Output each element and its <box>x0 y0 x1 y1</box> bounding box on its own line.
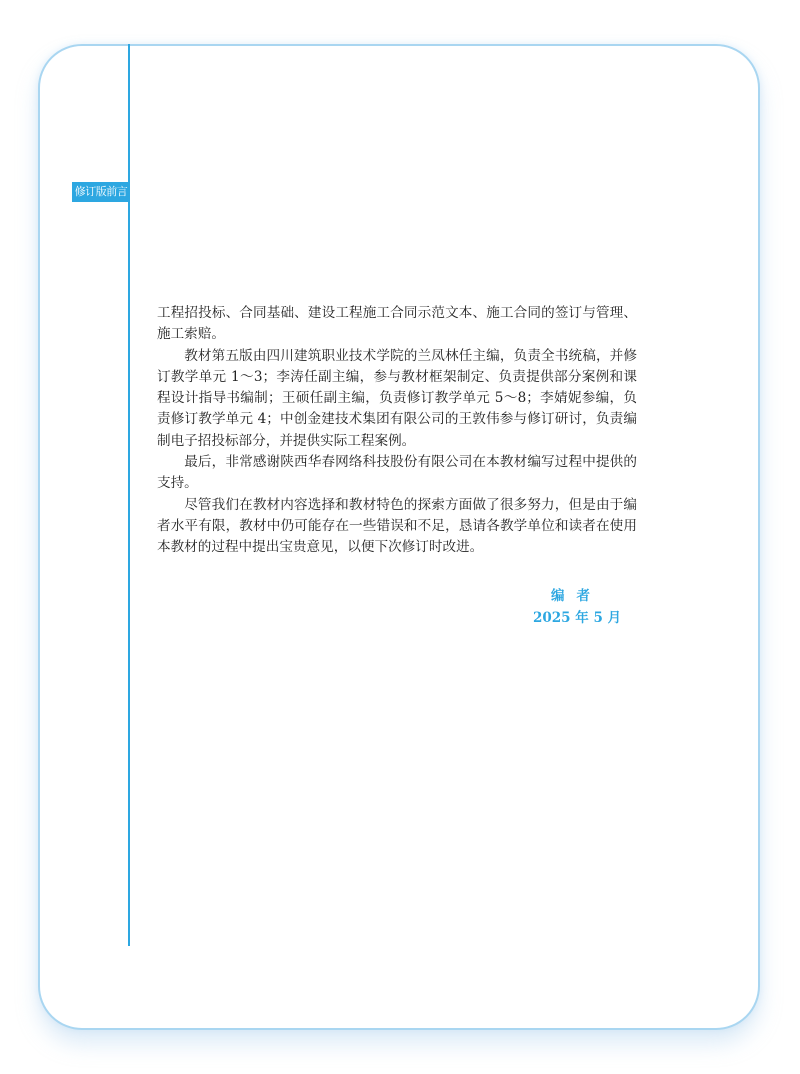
paragraph-editors: 教材第五版由四川建筑职业技术学院的兰凤林任主编，负责全书统稿，并修订教学单元 1～3；李涛任副主编，参与教材框架制定、负责提供部分案例和课程设计指导书编制；王硕任副主编，负责修订教学单元 5～8；李婧妮参编，负责修订教学单元 4；中创金建技术集团有限公司的王敦伟参与修订研讨，负责编制电子招投标部分，并提供实际工程案例。 <box>157 347 637 449</box>
paragraph-closing: 尽管我们在教材内容选择和教材特色的探索方面做了很多努力，但是由于编者水平有限，教材中仍可能存在一些错误和不足，恳请各教学单位和读者在使用本教材的过程中提出宝贵意见，以便下次修订时改进。 <box>157 496 637 556</box>
preface-body <box>157 303 637 559</box>
section-tab: 修订版前言 <box>72 182 130 202</box>
signature-name: 编者 <box>551 588 602 604</box>
signature-block <box>520 585 640 629</box>
signature-date: 2025 年 5 月 <box>533 610 622 626</box>
paragraph-continued: 工程招投标、合同基础、建设工程施工合同示范文本、施工合同的签订与管理、施工索赔。 <box>157 305 637 343</box>
margin-rule <box>128 44 130 946</box>
paragraph-thanks: 最后，非常感谢陕西华春网络科技股份有限公司在本教材编写过程中提供的支持。 <box>157 454 637 492</box>
